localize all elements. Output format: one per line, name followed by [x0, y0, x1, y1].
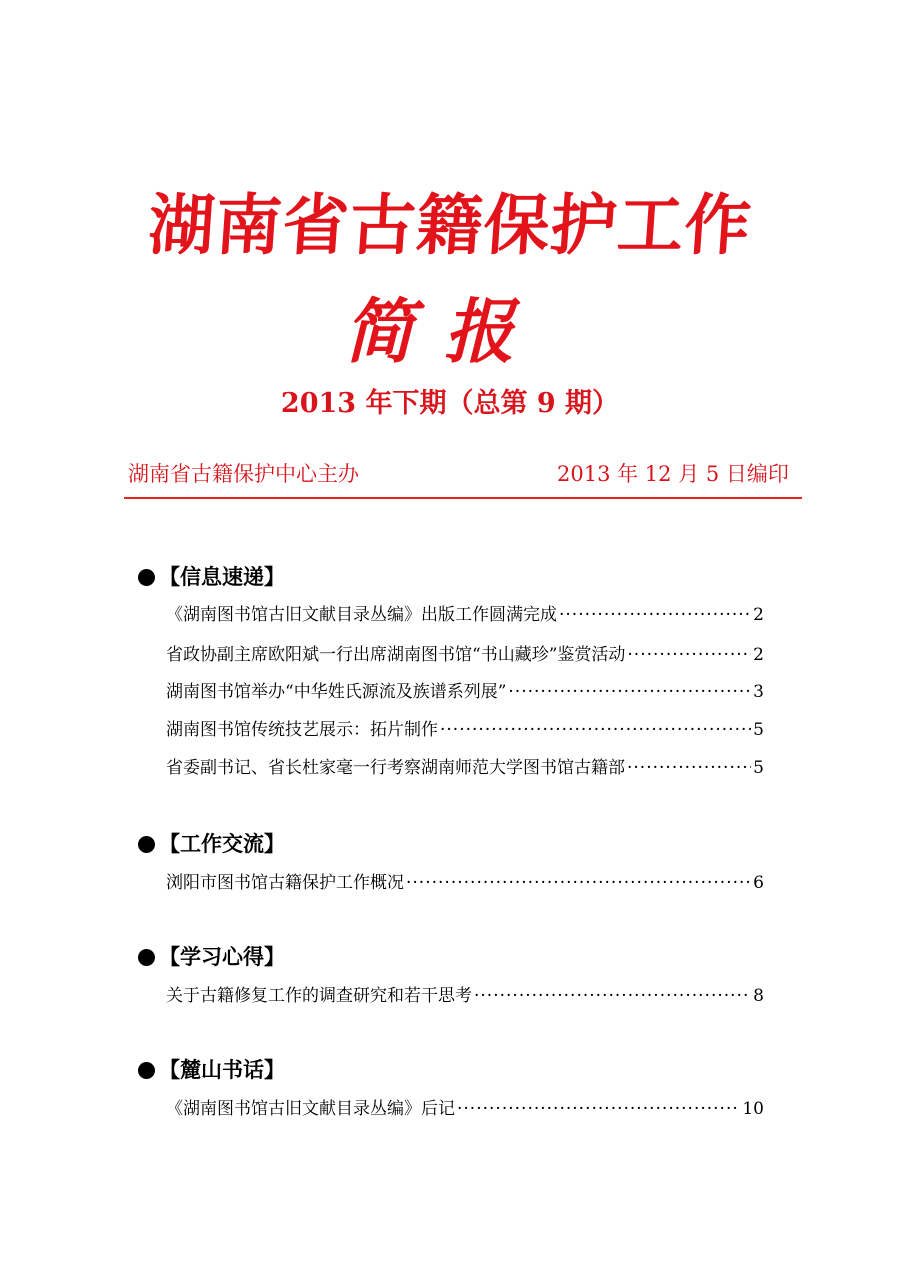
section-heading-label: 【麓山书话】 [159, 1058, 285, 1082]
toc-entry[interactable] [166, 1096, 764, 1122]
bullet-icon [138, 949, 155, 966]
toc-entry-title: 浏阳市图书馆古籍保护工作概况 [166, 873, 404, 893]
toc-entry-page: 6 [753, 873, 764, 893]
toc-entry-page: 10 [742, 1099, 764, 1119]
bulletin-title: 湖南省古籍保护工作 [145, 187, 755, 264]
bullet-icon [138, 836, 155, 853]
toc-entry[interactable] [166, 870, 764, 896]
section-heading-news [138, 562, 285, 592]
toc-entry-title: 省委副书记、省长杜家毫一行考察湖南师范大学图书馆古籍部 [166, 758, 625, 778]
bulletin-subtitle: 简报 [339, 291, 561, 373]
toc-entry[interactable] [166, 983, 764, 1009]
toc-leader-dots [406, 870, 751, 896]
section-heading-label: 【工作交流】 [159, 832, 285, 856]
toc-entry-page: 5 [753, 720, 764, 740]
toc-leader-dots [627, 642, 751, 668]
toc-entry-page: 2 [753, 645, 764, 665]
bullet-icon [138, 569, 155, 586]
toc-leader-dots [440, 717, 751, 743]
issue-label: 2013 年下期（总第 9 期） [280, 388, 620, 419]
toc-entry-title: 湖南图书馆举办“中华姓氏源流及族谱系列展” [166, 682, 507, 702]
toc-leader-dots [627, 755, 751, 781]
toc-entry-page: 8 [753, 986, 764, 1006]
toc-entry-title: 《湖南图书馆古旧文献目录丛编》出版工作圆满完成 [166, 605, 557, 625]
section-heading-label: 【信息速递】 [159, 565, 285, 589]
toc-leader-dots [508, 679, 751, 705]
header-divider [124, 497, 802, 499]
section-heading-label: 【学习心得】 [159, 945, 285, 969]
toc-entry-title: 湖南图书馆传统技艺展示：拓片制作 [166, 720, 438, 740]
toc-entry-title: 《湖南图书馆古旧文献目录丛编》后记 [166, 1099, 455, 1119]
toc-entry-title: 关于古籍修复工作的调查研究和若干思考 [166, 986, 472, 1006]
toc-leader-dots [457, 1096, 740, 1122]
toc-entry-page: 3 [753, 682, 764, 702]
toc-entry-page: 2 [753, 605, 764, 625]
publisher-label: 湖南省古籍保护中心主办 [128, 462, 359, 486]
toc-entry[interactable] [166, 755, 764, 781]
print-date-label: 2013 年 12 月 5 日编印 [557, 462, 789, 486]
toc-entry[interactable] [166, 679, 764, 705]
toc-entry[interactable] [166, 717, 764, 743]
toc-entry[interactable] [166, 642, 764, 668]
toc-leader-dots [559, 602, 751, 628]
bullet-icon [138, 1062, 155, 1079]
section-heading-study [138, 942, 285, 972]
toc-entry-page: 5 [753, 758, 764, 778]
toc-leader-dots [474, 983, 751, 1009]
toc-entry-title: 省政协副主席欧阳斌一行出席湖南图书馆“书山藏珍”鉴赏活动 [166, 645, 626, 665]
section-heading-lushan [138, 1055, 285, 1085]
toc-entry[interactable] [166, 602, 764, 628]
section-heading-exchange [138, 829, 285, 859]
